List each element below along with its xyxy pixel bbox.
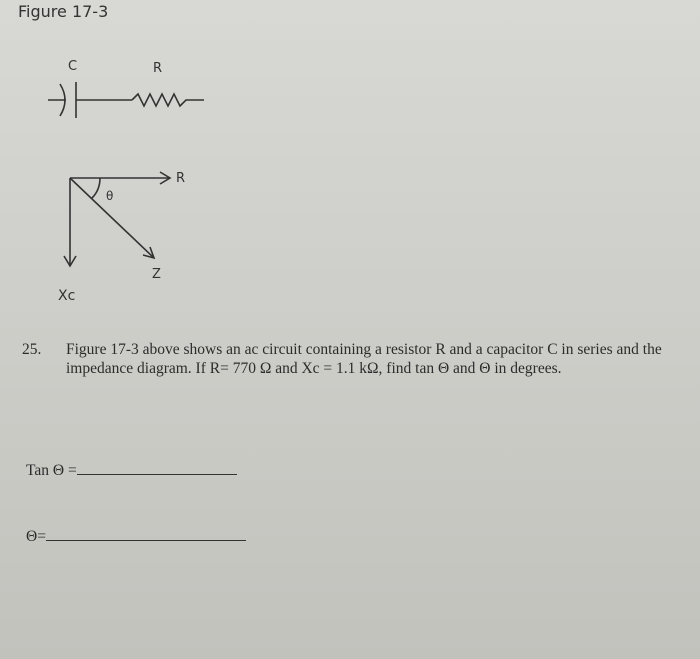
tan-answer-blank[interactable]: [77, 460, 237, 475]
circuit-schematic: [48, 82, 204, 118]
question-text: Figure 17-3 above shows an ac circuit containing a resistor R and a capacitor C in series and the impedance diagram. If R= 770 Ω and Xc = 1.1 kΩ, find tan Θ and Θ in degrees.: [66, 341, 662, 377]
theta-answer-blank[interactable]: [46, 526, 246, 541]
theta-label: Θ=: [26, 528, 46, 545]
figure-diagram: [0, 0, 320, 320]
xc-label: Xc: [58, 288, 76, 304]
angle-label: θ: [106, 189, 114, 203]
theta-answer-row: [26, 526, 246, 546]
tan-answer-row: [26, 460, 237, 480]
figure-title: Figure 17-3: [18, 2, 109, 21]
tan-label: Tan Θ =: [26, 462, 77, 479]
capacitor-label: C: [68, 59, 78, 74]
resistor-zigzag: [132, 94, 204, 106]
z-label: Z: [152, 267, 161, 282]
resistor-label: R: [153, 61, 163, 76]
angle-arc: [92, 178, 100, 198]
question-number: 25.: [22, 341, 42, 358]
r-axis-label: R: [176, 171, 186, 186]
impedance-diagram: [64, 172, 170, 266]
question-block: [22, 340, 682, 378]
